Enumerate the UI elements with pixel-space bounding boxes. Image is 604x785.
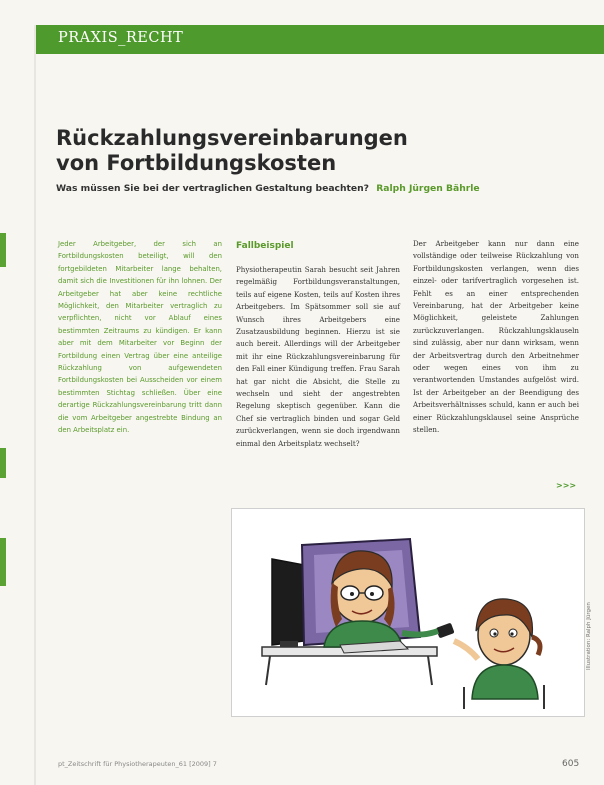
page-number: 605	[562, 759, 580, 769]
case-heading: Fallbeispiel	[236, 241, 294, 251]
page-fold-shadow	[34, 25, 36, 785]
author-name: Ralph Jürgen Bährle	[376, 183, 480, 194]
subtitle-text: Was müssen Sie bei der vertraglichen Gestaltung beachten?	[56, 183, 370, 194]
article-subtitle	[56, 183, 576, 194]
cartoon-illustration	[231, 508, 585, 717]
article-title	[56, 126, 516, 176]
intro-paragraph: Jeder Arbeitgeber, der sich an Fortbildungskosten beteiligt, will den fortgebildeten Mitarbeiter lange behalten, damit sich die Investitionen für ihn lohnen. Der Arbeitgeber hat aber keine rechtliche Möglichkeit, den Mitarbeiter vertraglich zu verpflichten, nicht vor Ablauf eines bestimmten Zeitraums zu kündigen. Er kann aber mit dem Mitarbeiter vor Beginn der Fortbildung einen Vertrag über eine anteilige Rückzahlung von aufgewendeten Fortbildungskosten bei Ausscheiden vor einem bestimmten Stichtag schließen. Über eine derartige Rückzahlungsvereinbarung tritt dann die vom Arbeitgeber angestrebte Bindung an den Arbeitsplatz ein.	[58, 240, 222, 435]
computer-monitor-icon	[272, 559, 304, 645]
right-column-paragraph: Der Arbeitgeber kann nur dann eine vollständige oder teilweise Rückzahlung von Fortbildungskosten verlangen, wenn dies einzel- oder tarifvertraglich vorgesehen ist. Fehlt es an einer entsprechenden Vereinbarung, hat der Arbeitgeber keine Möglichkeit, geleistete Zahlungen zurückzuverlangen. Rückzahlungsklauseln sind zulässig, aber nur dann wirksam, wenn der Arbeitsvertrag durch den Arbeitnehmer oder wegen eines von ihm zu verantwortenden Umstandes aufgelöst wird. Ist der Arbeitgeber an der Beendigung des Arbeitsverhältnisses schuld, kann er auch bei einer Rückzahlungsklausel seine Ansprüche stellen.	[413, 239, 579, 435]
phone-icon	[436, 623, 455, 639]
illustration-credit: Illustration: Ralph Jürgen	[586, 602, 592, 670]
continue-marker: >>>	[556, 481, 577, 490]
side-tab-mark	[0, 448, 6, 478]
case-paragraph: Physiotherapeutin Sarah besucht seit Jahren regelmäßig Fortbildungsveranstaltungen, teils auf eigene Kosten, teils auf Kosten ihres Arbeitgebers. Im Spätsommer soll sie auf Wunsch ihres Arbeitgebers eine Zusatzausbildung beginnen. Hierzu ist sie auch bereit. Allerdings will der Arbeitgeber mit ihr eine Rückzahlungsvereinbarung für den Fall einer Kündigung treffen. Frau Sarah hat gar nicht die Absicht, die Stelle zu wechseln und sieht der angestrebten Regelung skeptisch gegenüber. Kann die Chef sie vertraglich binden und sogar Geld zurückverlangen, wenn sie doch irgendwann einmal den Arbeitsplatz wechselt?	[236, 265, 400, 448]
title-line-1: Rückzahlungsvereinbarungen	[56, 126, 408, 150]
section-label: PRAXIS_RECHT	[58, 30, 184, 46]
side-tab-mark	[0, 538, 6, 586]
footer-journal: pt_Zeitschrift für Physiotherapeuten_61 [2009] 7	[58, 760, 217, 768]
cartoon-illustration-art	[232, 509, 584, 716]
side-tab-mark	[0, 233, 6, 267]
title-line-2: von Fortbildungskosten	[56, 151, 337, 175]
